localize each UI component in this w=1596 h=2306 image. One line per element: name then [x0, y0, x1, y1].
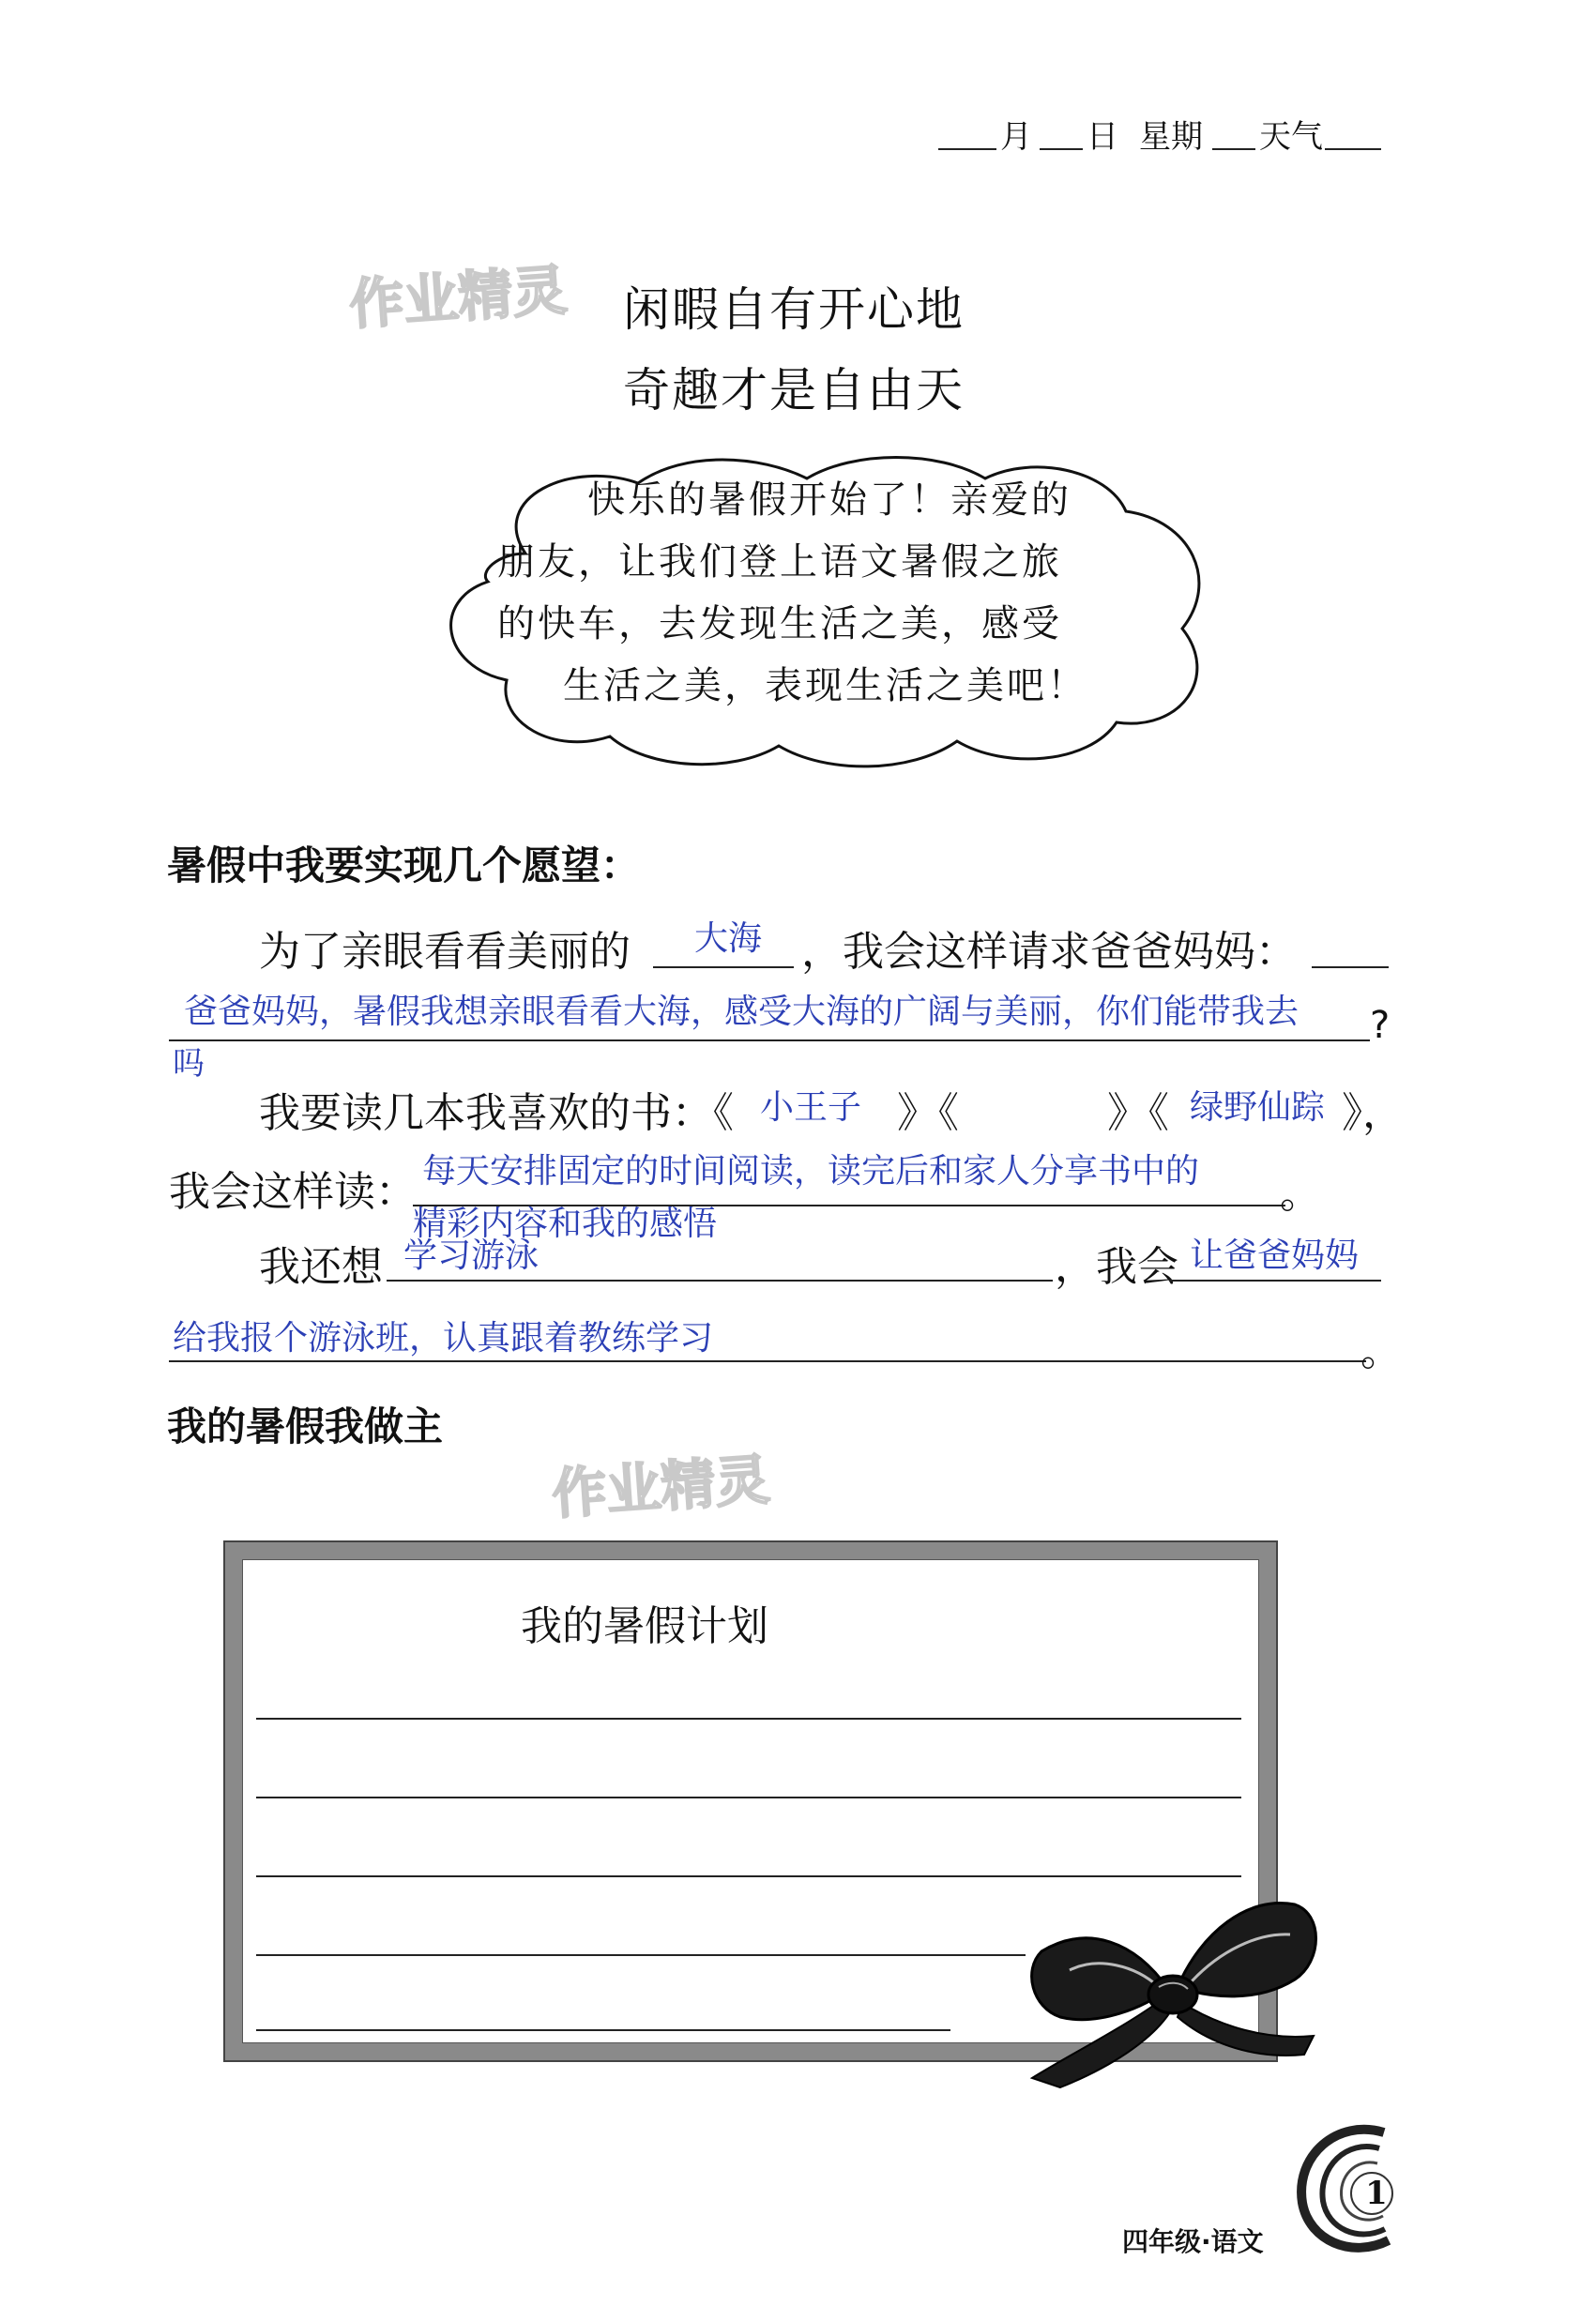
weather-label: 天气	[1259, 118, 1323, 156]
plan-line	[256, 1797, 1241, 1798]
book-1: 小王子	[760, 1088, 862, 1127]
q3-prefix: 我会这样读：	[169, 1168, 417, 1216]
grade-subject: 四年级·语文	[1122, 2226, 1264, 2257]
book-3: 绿野仙踪	[1190, 1088, 1326, 1127]
wishes-heading: 暑假中我要实现几个愿望：	[167, 842, 641, 888]
q1-mid: ，我会这样请求爸爸妈妈：	[801, 928, 1297, 976]
q2-end: 》，	[1342, 1089, 1404, 1137]
cloud-line-4: 生活之美，表现生活之美吧！	[563, 664, 1087, 707]
cloud-line-3: 的快车，去发现生活之美，感受	[497, 602, 1062, 645]
cloud-line-1: 快乐的暑假开始了！亲爱的	[587, 478, 1072, 522]
book-separator-2: 》《	[1107, 1089, 1169, 1137]
poem-line-1: 闲暇自有开心地	[623, 282, 965, 337]
q3-answer-line-2: 精彩内容和我的感悟	[413, 1205, 718, 1243]
weekday-label: 星期	[1139, 118, 1203, 156]
page-number: 1	[1365, 2175, 1388, 2212]
q3-answer-line-1: 每天安排固定的时间阅读，读完后和家人分享书中的	[422, 1152, 1200, 1191]
q4-mid: ，我会	[1055, 1243, 1178, 1291]
poem-line-2: 奇趣才是自由天	[623, 363, 965, 417]
q4-end: 。	[1360, 1327, 1402, 1375]
q1-request-line-1: 爸爸妈妈，暑假我想亲眼看看大海，感受大海的广阔与美丽，你们能带我去	[184, 993, 1300, 1031]
plan-card-title: 我的暑假计划	[521, 1602, 768, 1650]
watermark: 作业精灵	[347, 257, 570, 337]
ribbon-bow-icon	[1004, 1876, 1342, 2101]
q4-prefix: 我还想	[259, 1243, 383, 1291]
q4-plan-line-2: 给我报个游泳班，认真跟着教练学习	[173, 1319, 714, 1358]
q4-answer: 学习游泳	[403, 1236, 540, 1275]
plan-line	[256, 1954, 1026, 1956]
date-line	[938, 111, 1389, 167]
q1-prefix: 为了亲眼看看美丽的	[259, 928, 631, 976]
plan-line	[256, 1718, 1241, 1720]
watermark: 作业精灵	[550, 1447, 772, 1526]
q1-request-line-2: 吗	[173, 1045, 205, 1083]
cloud-text	[497, 469, 1087, 717]
book-separator-1: 》《	[897, 1089, 959, 1137]
cloud-line-2: 朋友，让我们登上语文暑假之旅	[497, 540, 1062, 584]
month-label: 月	[1000, 118, 1032, 156]
q2-prefix: 我要读几本我喜欢的书：《	[259, 1089, 734, 1137]
poem	[623, 272, 965, 420]
q1-end-mark: ?	[1370, 1004, 1391, 1047]
q3-end: 。	[1280, 1170, 1321, 1218]
q4-plan-line-1: 让爸爸妈妈	[1190, 1236, 1360, 1275]
day-label: 日	[1087, 118, 1118, 156]
plan-heading: 我的暑假我做主	[167, 1403, 444, 1449]
plan-line	[256, 2029, 950, 2031]
page-swirl-icon	[1285, 2118, 1417, 2259]
q1-answer: 大海	[694, 919, 763, 958]
